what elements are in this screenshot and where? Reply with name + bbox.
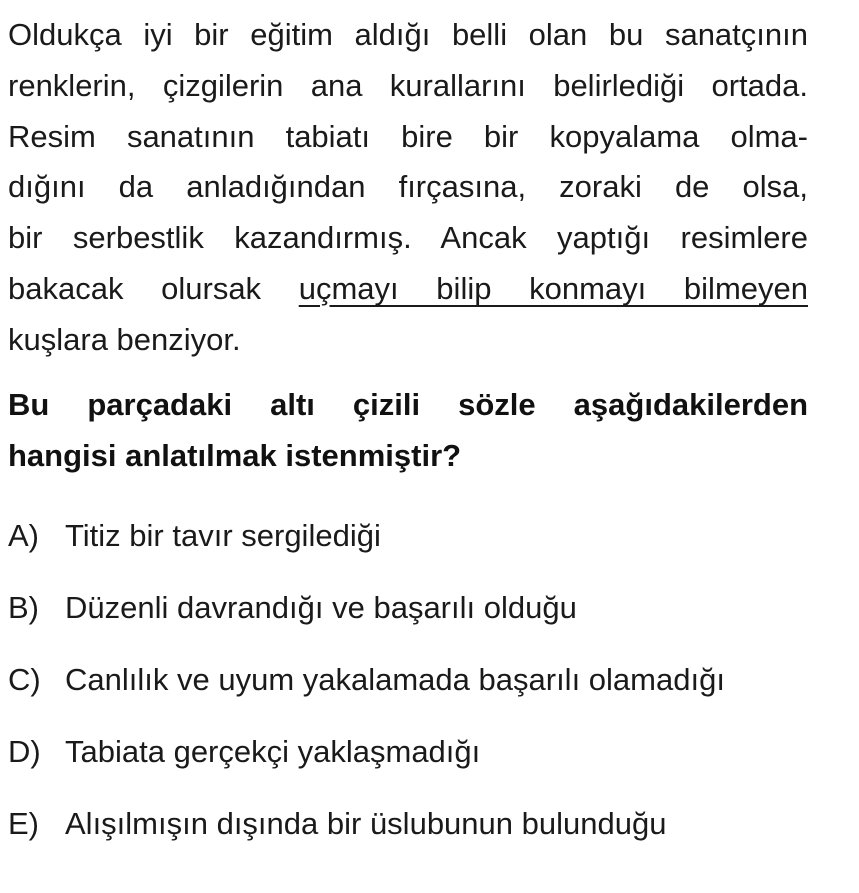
passage-line: dığını da anladığından fırçasına, zoraki de olsa, — [8, 169, 808, 205]
passage-line: bir serbestlik kazandırmış. Ancak yaptığı resimlere — [8, 220, 808, 256]
answer-option-c[interactable] — [8, 656, 828, 704]
question-stem — [8, 379, 808, 481]
passage-line-with-underline — [8, 264, 808, 315]
option-text: Canlılık ve uyum yakalamada başarılı olamadığı — [65, 662, 725, 697]
passage-line: kuşlara benziyor. — [8, 321, 241, 357]
passage-line: renklerin, çizgilerin ana kurallarını belirlediği ortada. — [8, 67, 808, 103]
answer-option-d[interactable] — [8, 728, 828, 776]
option-letter: C) — [8, 662, 41, 697]
passage-line: Oldukça iyi bir eğitim aldığı belli olan bu sanatçının — [8, 17, 808, 52]
answer-options-list — [8, 512, 828, 872]
option-text: Tabiata gerçekçi yaklaşmadığı — [65, 734, 481, 769]
option-letter: A) — [8, 518, 39, 553]
option-text: Düzenli davrandığı ve başarılı olduğu — [65, 590, 577, 625]
option-letter: E) — [8, 806, 39, 841]
passage-paragraph — [8, 10, 808, 366]
option-letter: B) — [8, 590, 39, 625]
question-line: hangisi anlatılmak istenmiştir? — [8, 438, 462, 473]
option-text: Titiz bir tavır sergilediği — [65, 518, 381, 553]
answer-option-e[interactable] — [8, 800, 828, 848]
question-line: Bu parçadaki altı çizili sözle aşağıdakilerden — [8, 387, 808, 422]
option-text: Alışılmışın dışında bir üslubunun bulunduğu — [65, 806, 667, 841]
passage-line: Resim sanatının tabiatı bire bir kopyalama olma- — [8, 118, 808, 154]
option-letter: D) — [8, 734, 41, 769]
answer-option-b[interactable] — [8, 584, 828, 632]
underlined-phrase: uçmayı bilip konmayı bilmeyen — [298, 270, 808, 306]
answer-option-a[interactable] — [8, 512, 828, 560]
passage-line-plain-part: bakacak olursak — [8, 270, 262, 306]
